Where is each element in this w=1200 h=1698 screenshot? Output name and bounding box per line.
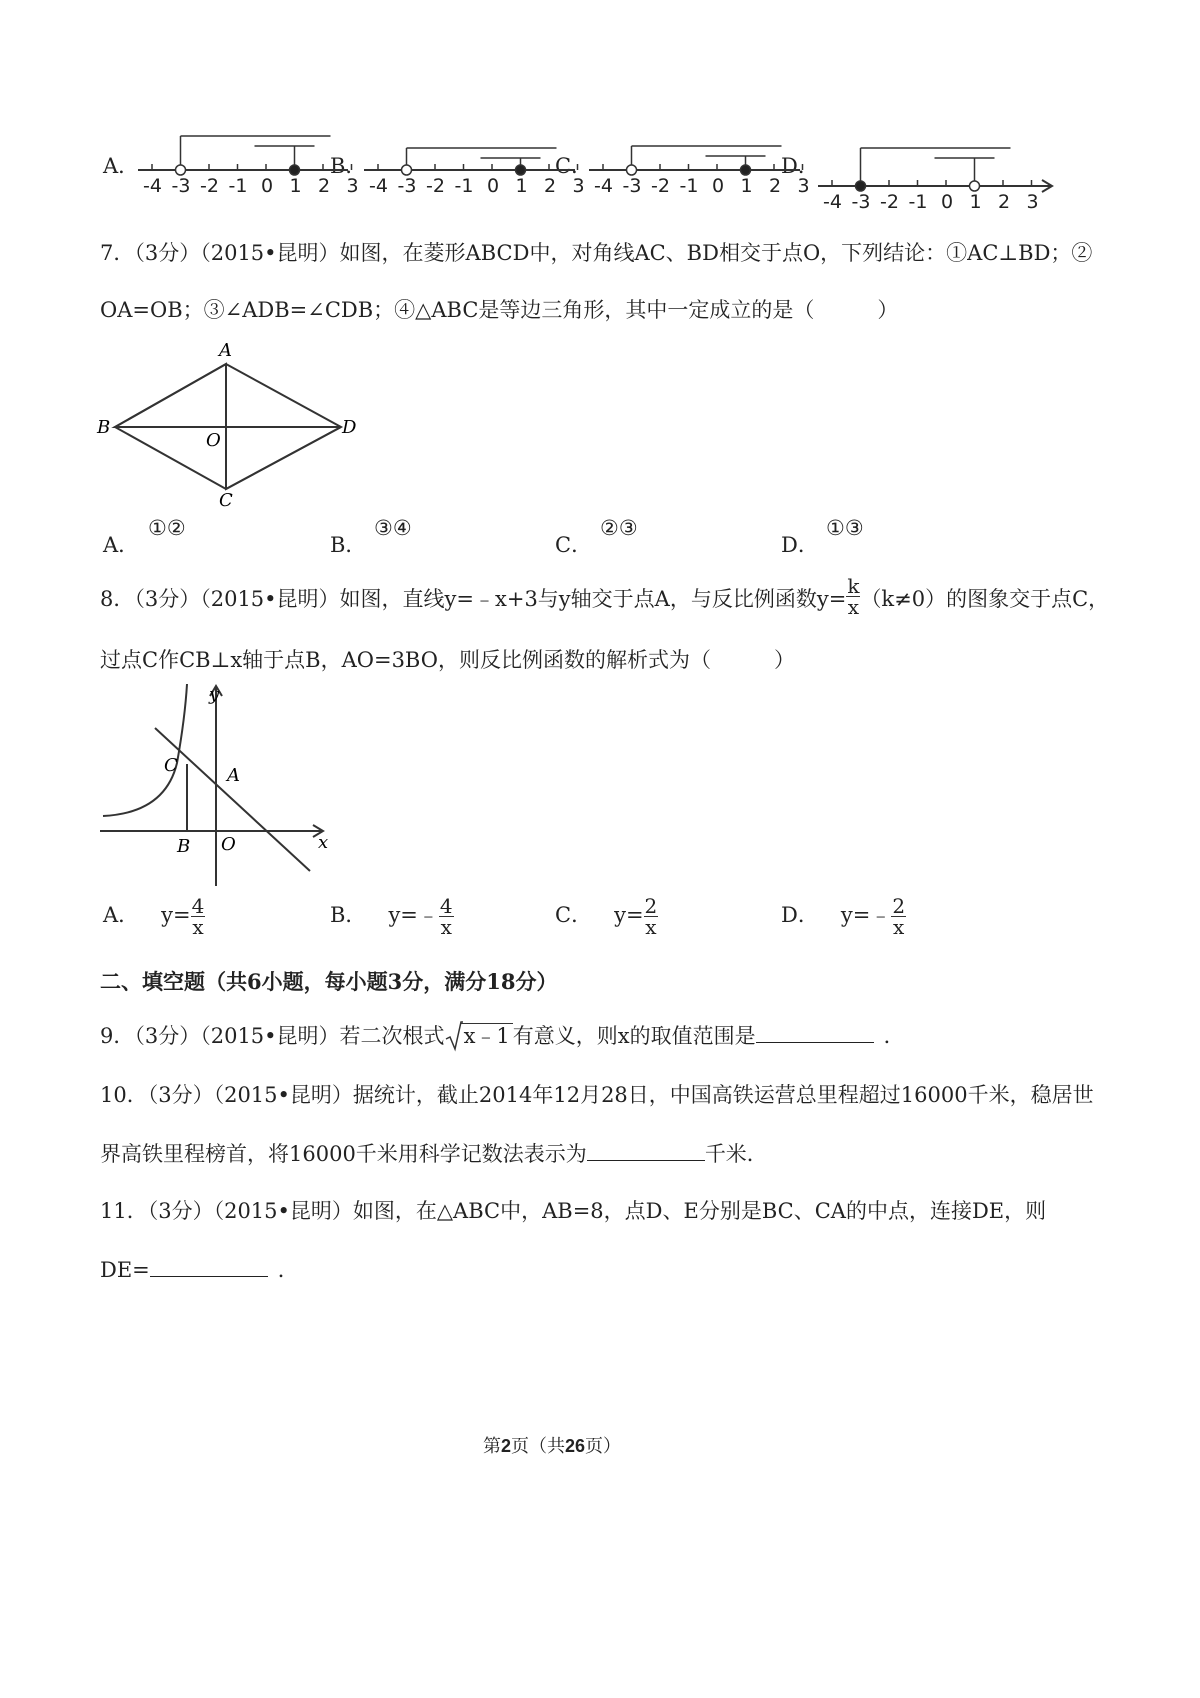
- q8-option-a-num: 4: [191, 894, 205, 918]
- hyperbola-figure: [95, 678, 345, 893]
- number-line-tick-label: 3: [346, 175, 359, 197]
- vertex-b-label: B: [97, 417, 111, 438]
- center-o-label: O: [206, 430, 221, 451]
- number-line-tick-label: -4: [823, 191, 842, 213]
- q8-option-b-den: x: [440, 915, 452, 939]
- q8-option-b: [330, 896, 454, 937]
- closed-point: [516, 165, 526, 175]
- number-line-tick-label: -3: [397, 175, 417, 197]
- number-line-tick-label: 0: [941, 191, 954, 213]
- number-line-tick-label: -1: [228, 175, 248, 197]
- number-line-tick-label: 3: [797, 175, 810, 197]
- q8-option-d: [781, 896, 906, 937]
- q9-sqrt: [445, 1022, 513, 1050]
- q11-answer-blank[interactable]: [150, 1256, 268, 1277]
- q7-stem-line1: 7．（3分）（2015•昆明）如图，在菱形ABCD中，对角线AC、BD相交于点O，下列结论：①AC⊥BD；②: [100, 241, 1093, 265]
- closed-point: [741, 165, 751, 175]
- point-c-label: C: [164, 755, 178, 776]
- q7-option-c-letter: C．: [555, 533, 593, 557]
- q8-option-d-letter: D．: [781, 903, 819, 927]
- number-line-tick-label: 2: [769, 175, 782, 197]
- q8-option-b-letter: B．: [330, 903, 367, 927]
- q8-stem-line2: 过点C作CB⊥x轴于点B，AO=3BO，则反比例函数的解析式为（ ）: [100, 648, 795, 672]
- q10-line2-pre: 界高铁里程榜首，将16000千米用科学记数法表示为: [100, 1142, 587, 1166]
- rhombus-figure: [95, 340, 375, 520]
- q8-option-d-fraction: [891, 896, 906, 937]
- q11-line2-pre: DE=: [100, 1258, 150, 1282]
- number-line-tick-label: -2: [651, 175, 670, 197]
- number-line-tick-label: -4: [369, 175, 388, 197]
- q6-option-d-label: D．: [781, 154, 819, 178]
- number-line-tick-label: -2: [426, 175, 445, 197]
- number-line-tick-label: -1: [679, 175, 699, 197]
- hyperbola-curve: [103, 684, 187, 816]
- q9-pre: 9．（3分）（2015•昆明）若二次根式: [100, 1024, 445, 1048]
- q6-option-a-label: A．: [103, 154, 140, 178]
- closed-point: [290, 165, 300, 175]
- q10-stem-line1: 10．（3分）（2015•昆明）据统计，截止2014年12月28日，中国高铁运营总里程超过16000千米，稳居世: [100, 1083, 1094, 1107]
- point-a-label: A: [227, 765, 240, 786]
- q6-number-lines: [0, 120, 1200, 220]
- vertex-a-label: A: [219, 340, 232, 361]
- open-point: [402, 165, 412, 175]
- q8-option-c: [555, 896, 658, 937]
- number-line-tick-label: 2: [318, 175, 331, 197]
- y-axis-label: y: [209, 684, 220, 705]
- q8-option-a: [103, 896, 205, 937]
- open-point: [970, 181, 980, 191]
- q11-stem-line1: 11．（3分）（2015•昆明）如图，在△ABC中，AB=8，点D、E分别是BC、CA的中点，连接DE，则: [100, 1199, 1047, 1223]
- q8-option-a-den: x: [192, 915, 204, 939]
- number-line-tick-label: 1: [515, 175, 528, 197]
- point-b-label: B: [177, 836, 191, 857]
- q8-frac-num: k: [847, 574, 860, 598]
- q8-option-b-pre: y=﹣: [388, 903, 439, 927]
- open-point: [627, 165, 637, 175]
- number-line-tick-label: 2: [544, 175, 557, 197]
- q9-end: ．: [883, 1024, 905, 1048]
- number-line-tick-label: -1: [908, 191, 928, 213]
- q11-stem-line2: [100, 1256, 299, 1284]
- q8-option-a-fraction: [191, 896, 206, 937]
- q8-option-d-den: x: [893, 915, 905, 939]
- page-footer: [483, 1432, 621, 1458]
- footer-total-pages: 26: [565, 1436, 586, 1456]
- q8-stem-fraction: [846, 576, 860, 617]
- q8-option-c-num: 2: [644, 894, 658, 918]
- number-line-tick-label: 2: [998, 191, 1011, 213]
- q8-option-a-pre: y=: [161, 903, 191, 927]
- q7-option-a-letter: A．: [103, 533, 140, 557]
- x-axis-label: x: [318, 832, 329, 853]
- number-line-tick-label: 0: [712, 175, 725, 197]
- q8-option-b-num: 4: [439, 894, 453, 918]
- q9-post: 有意义，则x的取值范围是: [512, 1024, 756, 1048]
- q9-radicand: x﹣1: [461, 1023, 513, 1048]
- q8-stem-line1-pre: 8．（3分）（2015•昆明）如图，直线y=﹣x+3与y轴交于点A，与反比例函数y=: [100, 587, 847, 611]
- q7-option-b-letter: B．: [330, 533, 367, 557]
- q7-option-a-text: ①②: [148, 516, 186, 540]
- q8-option-c-den: x: [645, 915, 657, 939]
- number-line-tick-label: 3: [572, 175, 585, 197]
- q8-frac-den: x: [847, 595, 860, 619]
- number-line-tick-label: -2: [880, 191, 899, 213]
- q7-option-b-text: ③④: [374, 516, 412, 540]
- q8-stem-line1: [100, 574, 1110, 619]
- number-line-tick-label: -3: [622, 175, 642, 197]
- vertex-d-label: D: [342, 417, 357, 438]
- number-line-tick-label: -2: [200, 175, 219, 197]
- vertex-c-label: C: [219, 490, 233, 511]
- q8-stem-line1-post: （k≠0）的图象交于点C，: [860, 587, 1110, 611]
- number-line-tick-label: -1: [454, 175, 474, 197]
- q7-option-d-letter: D．: [781, 533, 819, 557]
- number-line-tick-label: -4: [594, 175, 613, 197]
- number-line-tick-label: 3: [1026, 191, 1039, 213]
- q6-option-c-label: C．: [555, 154, 593, 178]
- q9-answer-blank[interactable]: [756, 1022, 874, 1043]
- number-line-tick-label: 1: [289, 175, 302, 197]
- q10-answer-blank[interactable]: [587, 1140, 705, 1161]
- radical-sign: [445, 1020, 463, 1052]
- number-line-tick-label: -4: [143, 175, 162, 197]
- q8-option-a-letter: A．: [103, 903, 140, 927]
- number-line-tick-label: 0: [261, 175, 274, 197]
- footer-post: 页）: [585, 1436, 622, 1457]
- section-2-title: 二、填空题（共6小题，每小题3分，满分18分）: [100, 969, 558, 994]
- q8-option-c-letter: C．: [555, 903, 593, 927]
- q11-line2-post: ．: [277, 1258, 299, 1282]
- q6-option-b-label: B．: [330, 154, 367, 178]
- open-point: [176, 165, 186, 175]
- number-line-tick-label: -3: [171, 175, 191, 197]
- q8-option-d-pre: y=﹣: [840, 903, 892, 927]
- q10-line2-post: 千米．: [704, 1142, 768, 1166]
- closed-point: [856, 181, 866, 191]
- q9-stem: [100, 1022, 905, 1050]
- origin-o-label: O: [221, 834, 236, 855]
- number-line-tick-label: 0: [487, 175, 500, 197]
- q8-option-d-num: 2: [892, 894, 906, 918]
- number-line-tick-label: 1: [740, 175, 753, 197]
- q10-stem-line2: [100, 1140, 768, 1168]
- q7-option-d-text: ①③: [826, 516, 864, 540]
- q7-option-c-text: ②③: [600, 516, 638, 540]
- footer-mid: 页（共: [511, 1436, 566, 1457]
- q7-stem-line2: OA=OB；③∠ADB=∠CDB；④△ABC是等边三角形，其中一定成立的是（ ）: [100, 298, 899, 322]
- number-line-tick-label: -3: [851, 191, 871, 213]
- footer-page-number: 2: [501, 1436, 512, 1456]
- number-line-tick-label: 1: [969, 191, 982, 213]
- q8-option-c-pre: y=: [614, 903, 644, 927]
- footer-pre: 第: [483, 1436, 501, 1457]
- q8-option-c-fraction: [644, 896, 659, 937]
- q8-option-b-fraction: [439, 896, 454, 937]
